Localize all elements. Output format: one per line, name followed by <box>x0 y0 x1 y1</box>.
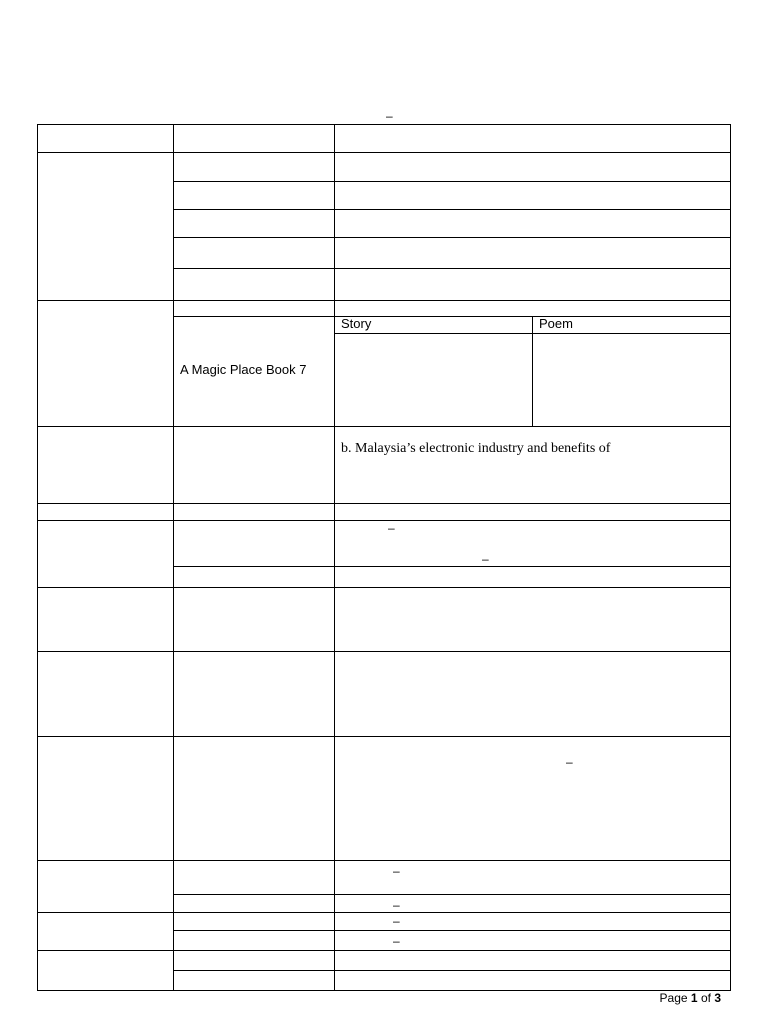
sub-row-line <box>173 209 731 210</box>
of-word: of <box>700 991 711 1005</box>
row-line <box>37 736 731 737</box>
sub-row-line <box>173 566 731 567</box>
row-line <box>37 651 731 652</box>
row-line <box>37 300 731 301</box>
cell-dash: – <box>393 914 400 928</box>
cell-dash: – <box>482 552 489 566</box>
header-dash: – <box>386 109 393 123</box>
row-line <box>37 124 731 125</box>
page-footer <box>660 991 721 1005</box>
cell-dash: – <box>393 864 400 878</box>
book-title: A Magic Place Book 7 <box>180 362 307 377</box>
page-current: 1 <box>690 991 698 1005</box>
sub-row-line <box>173 181 731 182</box>
sub-row-line <box>173 316 731 317</box>
sub-row-line <box>173 970 731 971</box>
row-line <box>37 503 731 504</box>
cell-dash: – <box>393 934 400 948</box>
sub-row-line <box>173 894 731 895</box>
row-line <box>37 520 731 521</box>
poem-header: Poem <box>539 316 573 331</box>
cell-dash: – <box>388 521 395 535</box>
row-line <box>37 152 731 153</box>
sub-row-line <box>173 930 731 931</box>
row-line <box>37 990 731 991</box>
sub-row-line <box>173 237 731 238</box>
cell-dash: – <box>566 755 573 769</box>
story-header: Story <box>341 316 372 331</box>
page-total: 3 <box>714 991 721 1005</box>
sub-row-line <box>173 268 731 269</box>
row-line <box>37 950 731 951</box>
row-line <box>37 426 731 427</box>
page-word: Page <box>659 991 688 1005</box>
topic-text: b. Malaysia’s electronic industry and benefits of <box>341 441 611 456</box>
row-line <box>37 860 731 861</box>
row-line <box>37 587 731 588</box>
story-poem-divider <box>532 316 533 426</box>
cell-dash: – <box>393 898 400 912</box>
row-line <box>37 912 731 913</box>
